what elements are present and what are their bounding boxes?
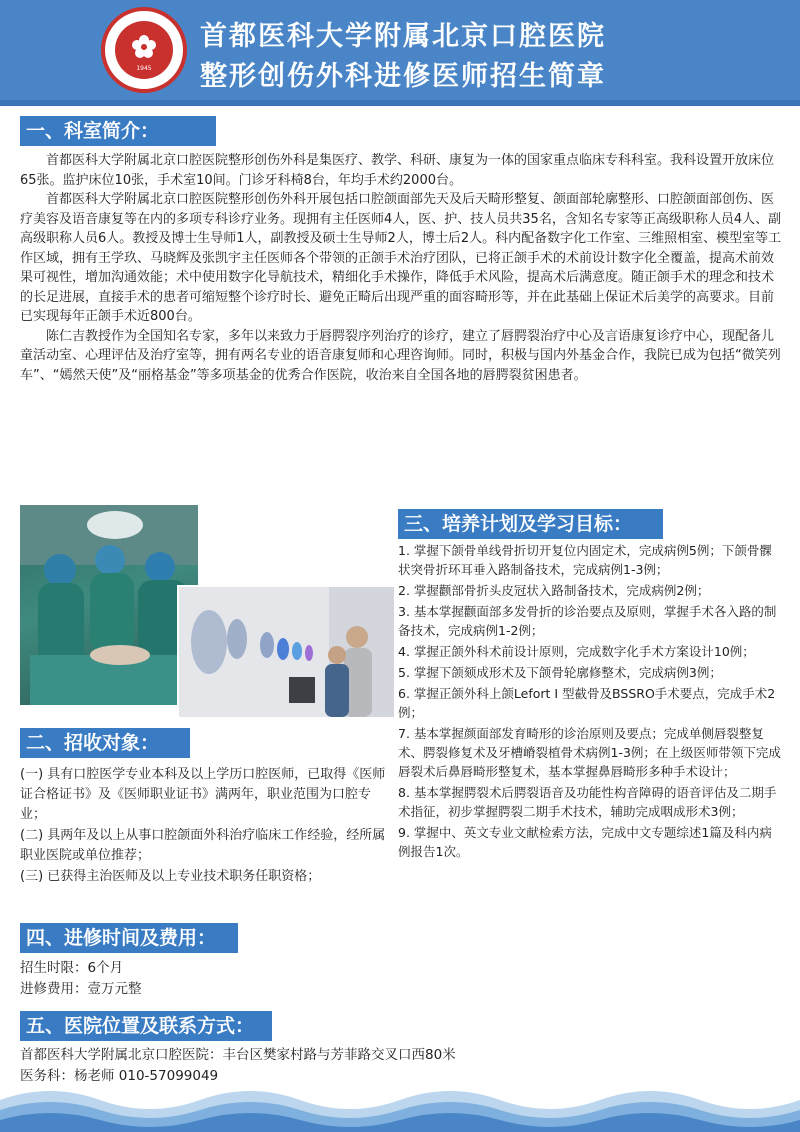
page-title: 首都医科大学附属北京口腔医院 bbox=[200, 21, 606, 52]
section4-heading: 四、进修时间及费用： bbox=[20, 923, 238, 953]
list-item: 4. 掌握正颌外科术前设计原则，完成数字化手术方案设计10例； bbox=[398, 644, 755, 659]
digital-design-photo bbox=[177, 585, 396, 719]
list-item: 5. 掌握下颌颏成形术及下颌骨轮廓修整术，完成病例3例； bbox=[398, 665, 722, 680]
training-plan-list bbox=[398, 541, 784, 863]
intro-paragraph-1: 首都医科大学附属北京口腔医院整形创伤外科是集医疗、教学、科研、康复为一体的国家重点临床专科科室。我科设置开放床位65张。监护床位10张，手术室10间。门诊牙科椅8台，年均手术约2000台。 bbox=[20, 153, 775, 188]
surgery-photo bbox=[20, 505, 198, 705]
header-divider bbox=[0, 100, 800, 106]
section2-heading: 二、招收对象： bbox=[20, 728, 190, 758]
list-item: (二) 具两年及以上从事口腔颌面外科治疗临床工作经验，经所属职业医院或单位推荐； bbox=[20, 828, 386, 863]
section1-body bbox=[20, 151, 784, 385]
admission-list bbox=[20, 765, 392, 888]
logo-year: 1945 bbox=[136, 65, 152, 72]
address-text: 首都医科大学附属北京口腔医院：丰台区樊家村路与芳菲路交叉口西80米 bbox=[20, 1047, 456, 1063]
flower-icon bbox=[131, 34, 157, 60]
list-item: 9. 掌握中、英文专业文献检索方法，完成中文专题综述1篇及科内病例报告1次。 bbox=[398, 825, 772, 859]
section3-heading: 三、培养计划及学习目标： bbox=[398, 509, 663, 539]
fee-text: 进修费用：壹万元整 bbox=[20, 981, 142, 997]
list-item: 8. 基本掌握腭裂术后腭裂语音及功能性构音障碍的语音评估及二期手术指征，初步掌握腭裂二期手术技术，辅助完成咽成形术3例； bbox=[398, 785, 777, 819]
intro-paragraph-3: 陈仁吉教授作为全国知名专家，多年以来致力于唇腭裂序列治疗的诊疗，建立了唇腭裂治疗中心及言语康复诊疗中心，现配备儿童活动室、心理评估及治疗室等，拥有两名专业的语音康复师和心理咨询师。同时，积极与国内外基金合作，我院已成为包括“微笑列车”、“嫣然天使”及“丽格基金”等多项基金的优秀合作医院，收治来自全国各地的唇腭裂贫困患者。 bbox=[20, 328, 781, 383]
list-item: (三) 已获得主治医师及以上专业技术职务任职资格； bbox=[20, 869, 321, 884]
surgery-illustration bbox=[20, 505, 198, 705]
header-banner bbox=[0, 0, 800, 100]
list-item: 3. 基本掌握颧面部多发骨折的诊治要点及原则，掌握手术各入路的制备技术，完成病例1-2例； bbox=[398, 604, 777, 638]
wave-decoration bbox=[0, 1080, 800, 1132]
duration-fee bbox=[20, 958, 390, 1000]
section1-heading: 一、科室简介： bbox=[20, 116, 216, 146]
section5-heading: 五、医院位置及联系方式： bbox=[20, 1011, 272, 1041]
list-item: 6. 掌握正颌外科上颌Lefort Ⅰ 型截骨及BSSRO手术要点，完成手术2例； bbox=[398, 686, 776, 720]
list-item: (一) 具有口腔医学专业本科及以上学历口腔医师，已取得《医师证合格证书》及《医师职业证书》满两年，职业范围为口腔专业； bbox=[20, 767, 386, 822]
list-item: 2. 掌握颧部骨折头皮冠状入路制备技术，完成病例2例； bbox=[398, 583, 710, 598]
intro-paragraph-2: 首都医科大学附属北京口腔医院整形创伤外科开展包括口腔颌面部先天及后天畸形整复、颌面部轮廓整形、口腔颌面部创伤、医疗美容及语音康复等在内的多项专科诊疗业务。现拥有主任医师4人，医、护、技人员共35名，含知名专家等正高级职称人员4人、副高级职称人员6人。教授及博士生导师1人，副教授及硕士生导师2人，博士后2人。科内配备数字化工作室、三维照相室、模型室等工作区域，拥有王学玖、马晓辉及张凯宇主任医师各个带领的正颌手术治疗团队，已将正颌手术的术前设计数字化全覆盖，提高术前效果可视性，增加沟通效能；术中使用数字化导航技术，精细化手术操作，降低手术风险，提高术后满意度。随正颌手术的理念和技术的长足进展，直接手术的患者可缩短整个诊疗时长、避免正畸后出现严重的面容畸形等，并在此基础上保证术后美学的高要求。目前已实现每年正颌手术近800台。 bbox=[20, 192, 782, 324]
duration-text: 招生时限：6个月 bbox=[20, 960, 124, 976]
phone-text: 医务科：杨老师 010-57099049 bbox=[20, 1068, 219, 1084]
logo-emblem bbox=[115, 21, 173, 79]
list-item: 7. 基本掌握颜面部发育畸形的诊治原则及要点；完成单侧唇裂整复术、腭裂修复术及牙槽嵴裂植骨术病例1-3例；在上级医师带领下完成唇裂术后鼻唇畸形整复术，基本掌握鼻唇畸形多种手术设计； bbox=[398, 726, 781, 779]
face-models-illustration bbox=[179, 587, 394, 717]
list-item: 1. 掌握下颌骨单线骨折切开复位内固定术，完成病例5例；下颌骨髁状突骨折环耳垂入路制备技术，完成病例1-3例； bbox=[398, 543, 772, 577]
hospital-logo bbox=[101, 7, 187, 93]
page-subtitle: 整形创伤外科进修医师招生简章 bbox=[200, 61, 606, 92]
